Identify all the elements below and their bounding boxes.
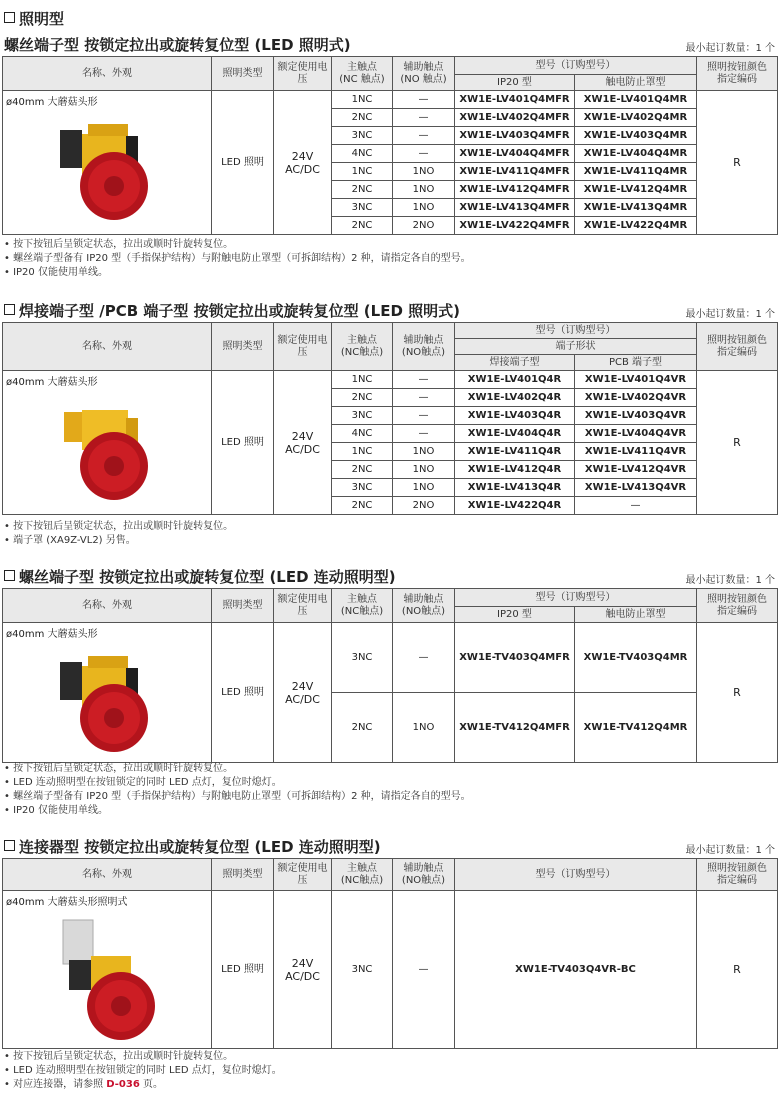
voltage-cell: 24V AC/DC — [274, 891, 332, 1049]
note: • LED 连动照明型在按钮锁定的同时 LED 点灯，复位时熄灯。 — [4, 776, 471, 790]
model-shock: XW1E-TV403Q4MR — [575, 623, 697, 693]
header-ip20: IP20 型 — [455, 607, 575, 623]
header-voltage: 额定使用电压 — [274, 57, 332, 91]
lighting-cell: LED 照明 — [212, 91, 274, 235]
color-code: R — [697, 371, 778, 515]
model-solder: XW1E-LV422Q4R — [455, 497, 575, 515]
main-contact: 3NC — [332, 407, 393, 425]
model-shock: XW1E-LV402Q4MR — [575, 109, 697, 127]
mushroom-button-image — [52, 396, 162, 506]
aux-contact: — — [393, 407, 455, 425]
note: • IP20 仅能使用单线。 — [4, 266, 471, 280]
checkbox-bullet-icon — [4, 12, 15, 23]
model-shock: XW1E-LV401Q4MR — [575, 91, 697, 109]
model-ip20: XW1E-LV402Q4MFR — [455, 109, 575, 127]
model-shock: XW1E-LV413Q4MR — [575, 199, 697, 217]
notes — [4, 1050, 282, 1092]
model-pcb: XW1E-LV402Q4VR — [575, 389, 697, 407]
lighting-cell: LED 照明 — [212, 891, 274, 1049]
model-pcb: — — [575, 497, 697, 515]
header-voltage: 额定使用电压 — [274, 323, 332, 371]
model-pcb: XW1E-LV403Q4VR — [575, 407, 697, 425]
main-contact: 2NC — [332, 389, 393, 407]
model-ip20: XW1E-LV411Q4MFR — [455, 163, 575, 181]
main-contact: 2NC — [332, 181, 393, 199]
header-model: 型号（订购型号） — [455, 323, 697, 339]
aux-contact: 1NO — [393, 443, 455, 461]
main-contact: 3NC — [332, 199, 393, 217]
main-contact: 1NC — [332, 443, 393, 461]
header-name: 名称、外观 — [3, 57, 212, 91]
model-shock: XW1E-LV412Q4MR — [575, 181, 697, 199]
header-main: 主触点 (NC触点) — [332, 323, 393, 371]
model-ip20: XW1E-LV422Q4MFR — [455, 217, 575, 235]
model-pcb: XW1E-LV412Q4VR — [575, 461, 697, 479]
model-ip20: XW1E-LV404Q4MFR — [455, 145, 575, 163]
main-contact: 2NC — [332, 109, 393, 127]
product-desc: ø40mm 大蘑菇头形 — [6, 629, 98, 640]
checkbox-bullet-icon — [4, 840, 15, 851]
model-shock: XW1E-LV422Q4MR — [575, 217, 697, 235]
model-shock: XW1E-LV404Q4MR — [575, 145, 697, 163]
note: • 螺丝端子型备有 IP20 型（手指保护结构）与附触电防止罩型（可拆卸结构）2 种，请指定各自的型号。 — [4, 252, 471, 266]
header-color: 照明按钮颜色 指定编码 — [697, 57, 778, 91]
model-ip20: XW1E-TV403Q4MFR — [455, 623, 575, 693]
notes — [4, 762, 471, 818]
product-desc: ø40mm 大蘑菇头形 — [6, 97, 98, 108]
model-solder: XW1E-LV402Q4R — [455, 389, 575, 407]
aux-contact: — — [393, 127, 455, 145]
model-ip20: XW1E-LV403Q4MFR — [455, 127, 575, 145]
checkbox-bullet-icon — [4, 304, 15, 315]
moq-label: 最小起订数量：1 个 — [685, 575, 775, 586]
aux-contact: — — [393, 371, 455, 389]
note: • 按下按钮后呈锁定状态，拉出或顺时针旋转复位。 — [4, 520, 233, 534]
notes — [4, 520, 233, 548]
main-contact: 4NC — [332, 145, 393, 163]
note: • 按下按钮后呈锁定状态，拉出或顺时针旋转复位。 — [4, 1050, 282, 1064]
aux-contact: — — [393, 109, 455, 127]
model-connector: XW1E-TV403Q4VR-BC — [455, 891, 697, 1049]
aux-contact: — — [393, 425, 455, 443]
product-desc: ø40mm 大蘑菇头形照明式 — [6, 897, 128, 908]
header-color: 照明按钮颜色 指定编码 — [697, 859, 778, 891]
spec-table — [2, 56, 778, 235]
main-contact: 2NC — [332, 461, 393, 479]
spec-table — [2, 588, 778, 763]
header-model: 型号（订购型号） — [455, 859, 697, 891]
aux-contact: 1NO — [393, 163, 455, 181]
header-model: 型号（订购型号） — [455, 589, 697, 607]
header-color: 照明按钮颜色 指定编码 — [697, 589, 778, 623]
aux-contact: — — [393, 891, 455, 1049]
main-contact: 3NC — [332, 891, 393, 1049]
voltage-cell: 24V AC/DC — [274, 371, 332, 515]
moq-label: 最小起订数量：1 个 — [685, 43, 775, 54]
aux-contact: 1NO — [393, 461, 455, 479]
model-solder: XW1E-LV403Q4R — [455, 407, 575, 425]
main-contact: 2NC — [332, 497, 393, 515]
header-color: 照明按钮颜色 指定编码 — [697, 323, 778, 371]
aux-contact: — — [393, 91, 455, 109]
header-voltage: 额定使用电压 — [274, 859, 332, 891]
section-title: 螺丝端子型 按锁定拉出或旋转复位型 (LED 连动照明型) — [19, 568, 396, 586]
model-pcb: XW1E-LV413Q4VR — [575, 479, 697, 497]
model-pcb: XW1E-LV401Q4VR — [575, 371, 697, 389]
voltage-cell: 24V AC/DC — [274, 91, 332, 235]
model-pcb: XW1E-LV411Q4VR — [575, 443, 697, 461]
aux-contact: — — [393, 623, 455, 693]
model-ip20: XW1E-TV412Q4MFR — [455, 693, 575, 763]
aux-contact: 1NO — [393, 693, 455, 763]
section-title: 螺丝端子型 按锁定拉出或旋转复位型 (LED 照明式) — [4, 36, 351, 54]
header-terminal: 端子形状 — [455, 339, 697, 355]
header-aux: 辅助触点 (NO触点) — [393, 589, 455, 623]
main-contact: 1NC — [332, 163, 393, 181]
header-lighting: 照明类型 — [212, 589, 274, 623]
note: • LED 连动照明型在按钮锁定的同时 LED 点灯，复位时熄灯。 — [4, 1064, 282, 1078]
note: • 按下按钮后呈锁定状态，拉出或顺时针旋转复位。 — [4, 762, 471, 776]
header-name: 名称、外观 — [3, 859, 212, 891]
header-ip20: IP20 型 — [455, 75, 575, 91]
model-solder: XW1E-LV411Q4R — [455, 443, 575, 461]
mushroom-button-image — [52, 648, 162, 758]
aux-contact: 1NO — [393, 479, 455, 497]
spec-table — [2, 322, 778, 515]
header-aux: 辅助触点 (NO 触点) — [393, 57, 455, 91]
color-code: R — [697, 891, 778, 1049]
main-contact: 1NC — [332, 371, 393, 389]
product-cell — [3, 91, 212, 235]
header-voltage: 额定使用电压 — [274, 589, 332, 623]
main-contact: 1NC — [332, 91, 393, 109]
color-code: R — [697, 91, 778, 235]
main-contact: 2NC — [332, 693, 393, 763]
note: • 螺丝端子型备有 IP20 型（手指保护结构）与附触电防止罩型（可拆卸结构）2 种，请指定各自的型号。 — [4, 790, 471, 804]
section-title: 连接器型 按锁定拉出或旋转复位型 (LED 连动照明型) — [19, 838, 381, 856]
model-ip20: XW1E-LV412Q4MFR — [455, 181, 575, 199]
page-heading: 照明型 — [4, 8, 64, 29]
moq-label: 最小起订数量：1 个 — [685, 845, 775, 856]
aux-contact: 2NO — [393, 497, 455, 515]
header-lighting: 照明类型 — [212, 57, 274, 91]
color-code: R — [697, 623, 778, 763]
header-lighting: 照明类型 — [212, 859, 274, 891]
header-pcb: PCB 端子型 — [575, 355, 697, 371]
section-title: 焊接端子型 /PCB 端子型 按锁定拉出或旋转复位型 (LED 照明式) — [19, 302, 460, 320]
main-contact: 4NC — [332, 425, 393, 443]
header-aux: 辅助触点 (NO触点) — [393, 859, 455, 891]
note: • 按下按钮后呈锁定状态，拉出或顺时针旋转复位。 — [4, 238, 471, 252]
page-reference-link[interactable]: D-036 — [106, 1079, 140, 1090]
header-shock: 触电防止罩型 — [575, 75, 697, 91]
model-solder: XW1E-LV401Q4R — [455, 371, 575, 389]
main-contact: 3NC — [332, 623, 393, 693]
model-pcb: XW1E-LV404Q4VR — [575, 425, 697, 443]
model-solder: XW1E-LV404Q4R — [455, 425, 575, 443]
header-aux: 辅助触点 (NO触点) — [393, 323, 455, 371]
aux-contact: 1NO — [393, 181, 455, 199]
moq-label: 最小起订数量：1 个 — [685, 309, 775, 320]
lighting-cell: LED 照明 — [212, 623, 274, 763]
header-lighting: 照明类型 — [212, 323, 274, 371]
model-solder: XW1E-LV412Q4R — [455, 461, 575, 479]
main-contact: 2NC — [332, 217, 393, 235]
header-main: 主触点 (NC 触点) — [332, 57, 393, 91]
header-main: 主触点 (NC触点) — [332, 859, 393, 891]
connector-button-image — [47, 916, 167, 1044]
header-main: 主触点 (NC触点) — [332, 589, 393, 623]
mushroom-button-image — [52, 116, 162, 226]
model-ip20: XW1E-LV401Q4MFR — [455, 91, 575, 109]
aux-contact: 1NO — [393, 199, 455, 217]
model-ip20: XW1E-LV413Q4MFR — [455, 199, 575, 217]
header-name: 名称、外观 — [3, 589, 212, 623]
checkbox-bullet-icon — [4, 570, 15, 581]
model-shock: XW1E-LV411Q4MR — [575, 163, 697, 181]
main-contact: 3NC — [332, 479, 393, 497]
header-name: 名称、外观 — [3, 323, 212, 371]
note: • 端子罩 (XA9Z-VL2) 另售。 — [4, 534, 233, 548]
product-cell — [3, 891, 212, 1049]
lighting-cell: LED 照明 — [212, 371, 274, 515]
header-model: 型号（订购型号） — [455, 57, 697, 75]
note: • IP20 仅能使用单线。 — [4, 804, 471, 818]
model-solder: XW1E-LV413Q4R — [455, 479, 575, 497]
voltage-cell: 24V AC/DC — [274, 623, 332, 763]
aux-contact: — — [393, 389, 455, 407]
header-solder: 焊接端子型 — [455, 355, 575, 371]
notes — [4, 238, 471, 280]
model-shock: XW1E-TV412Q4MR — [575, 693, 697, 763]
model-shock: XW1E-LV403Q4MR — [575, 127, 697, 145]
aux-contact: — — [393, 145, 455, 163]
main-contact: 3NC — [332, 127, 393, 145]
spec-table — [2, 858, 778, 1049]
header-shock: 触电防止罩型 — [575, 607, 697, 623]
product-cell — [3, 623, 212, 763]
product-desc: ø40mm 大蘑菇头形 — [6, 377, 98, 388]
aux-contact: 2NO — [393, 217, 455, 235]
product-cell — [3, 371, 212, 515]
note-reference: • 对应连接器，请参照 D-036 页。 — [4, 1078, 282, 1092]
